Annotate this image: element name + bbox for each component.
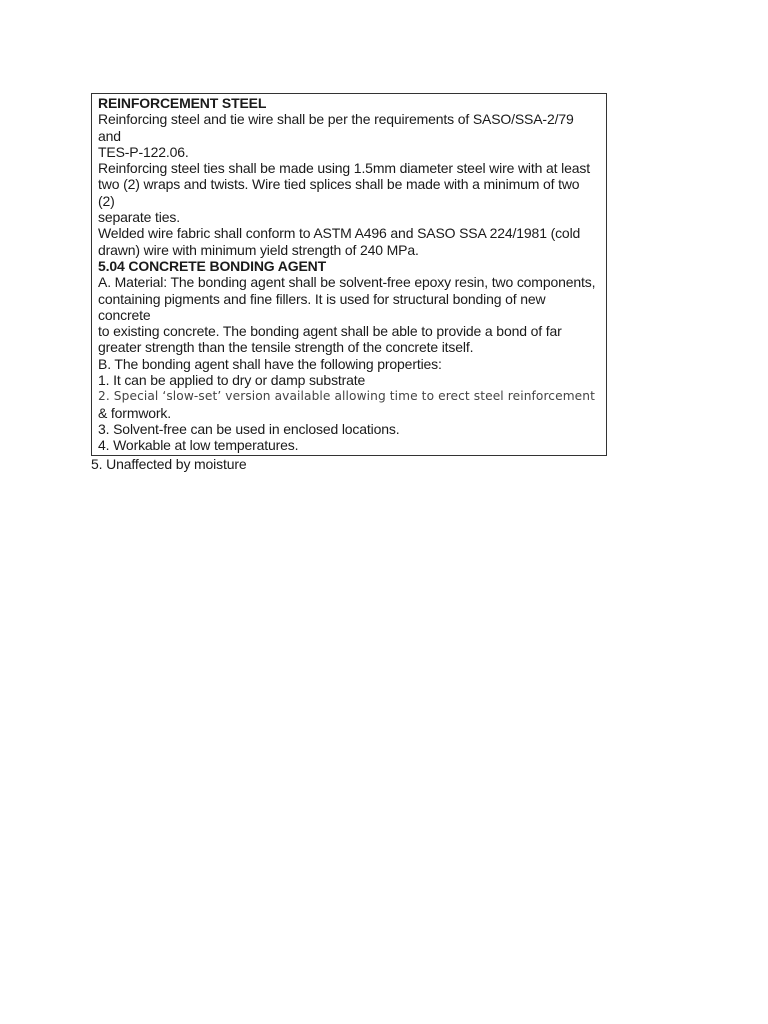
- text-line: containing pigments and fine fillers. It is used for structural bonding of new: [98, 290, 546, 307]
- text-line: Reinforcing steel and tie wire shall be per the requirements of SASO/SSA-2/79: [98, 111, 574, 128]
- text-line: separate ties.: [98, 209, 180, 226]
- list-item: 4. Workable at low temperatures.: [98, 437, 299, 454]
- text-line: TES-P-122.06.: [98, 143, 189, 160]
- text-line: greater strength than the tensile strength of the concrete itself.: [98, 339, 474, 356]
- list-item: 1. It can be applied to dry or damp substrate: [98, 372, 366, 389]
- text-line: to existing concrete. The bonding agent shall be able to provide a bond of far: [98, 323, 562, 340]
- list-item-continuation: & formwork.: [98, 404, 172, 421]
- document-body: [91, 93, 607, 472]
- section-heading-concrete-bonding-agent: 5.04 CONCRETE BONDING AGENT: [98, 257, 327, 274]
- text-line: two (2) wraps and twists. Wire tied splices shall be made with a minimum of two: [98, 176, 580, 193]
- specification-table-cell: [91, 93, 607, 456]
- section-heading-reinforcement-steel: REINFORCEMENT STEEL: [98, 95, 267, 111]
- list-item: 3. Solvent-free can be used in enclosed locations.: [98, 420, 400, 437]
- text-line: Welded wire fabric shall conform to ASTM A496 and SASO SSA 224/1981 (cold: [98, 225, 581, 242]
- list-item: 2. Special ‘slow-set’ version available allowing time to erect steel reinforcement: [98, 389, 595, 404]
- text-line: and: [98, 127, 121, 144]
- text-line: concrete: [98, 306, 151, 323]
- text-line: Reinforcing steel ties shall be made using 1.5mm diameter steel wire with at least: [98, 160, 590, 177]
- text-line: A. Material: The bonding agent shall be solvent-free epoxy resin, two components,: [98, 274, 596, 291]
- text-line: B. The bonding agent shall have the following properties:: [98, 355, 442, 372]
- text-line: drawn) wire with minimum yield strength of 240 MPa.: [98, 241, 419, 258]
- text-line: (2): [98, 192, 115, 209]
- list-item-outside-box: 5. Unaffected by moisture: [91, 455, 247, 472]
